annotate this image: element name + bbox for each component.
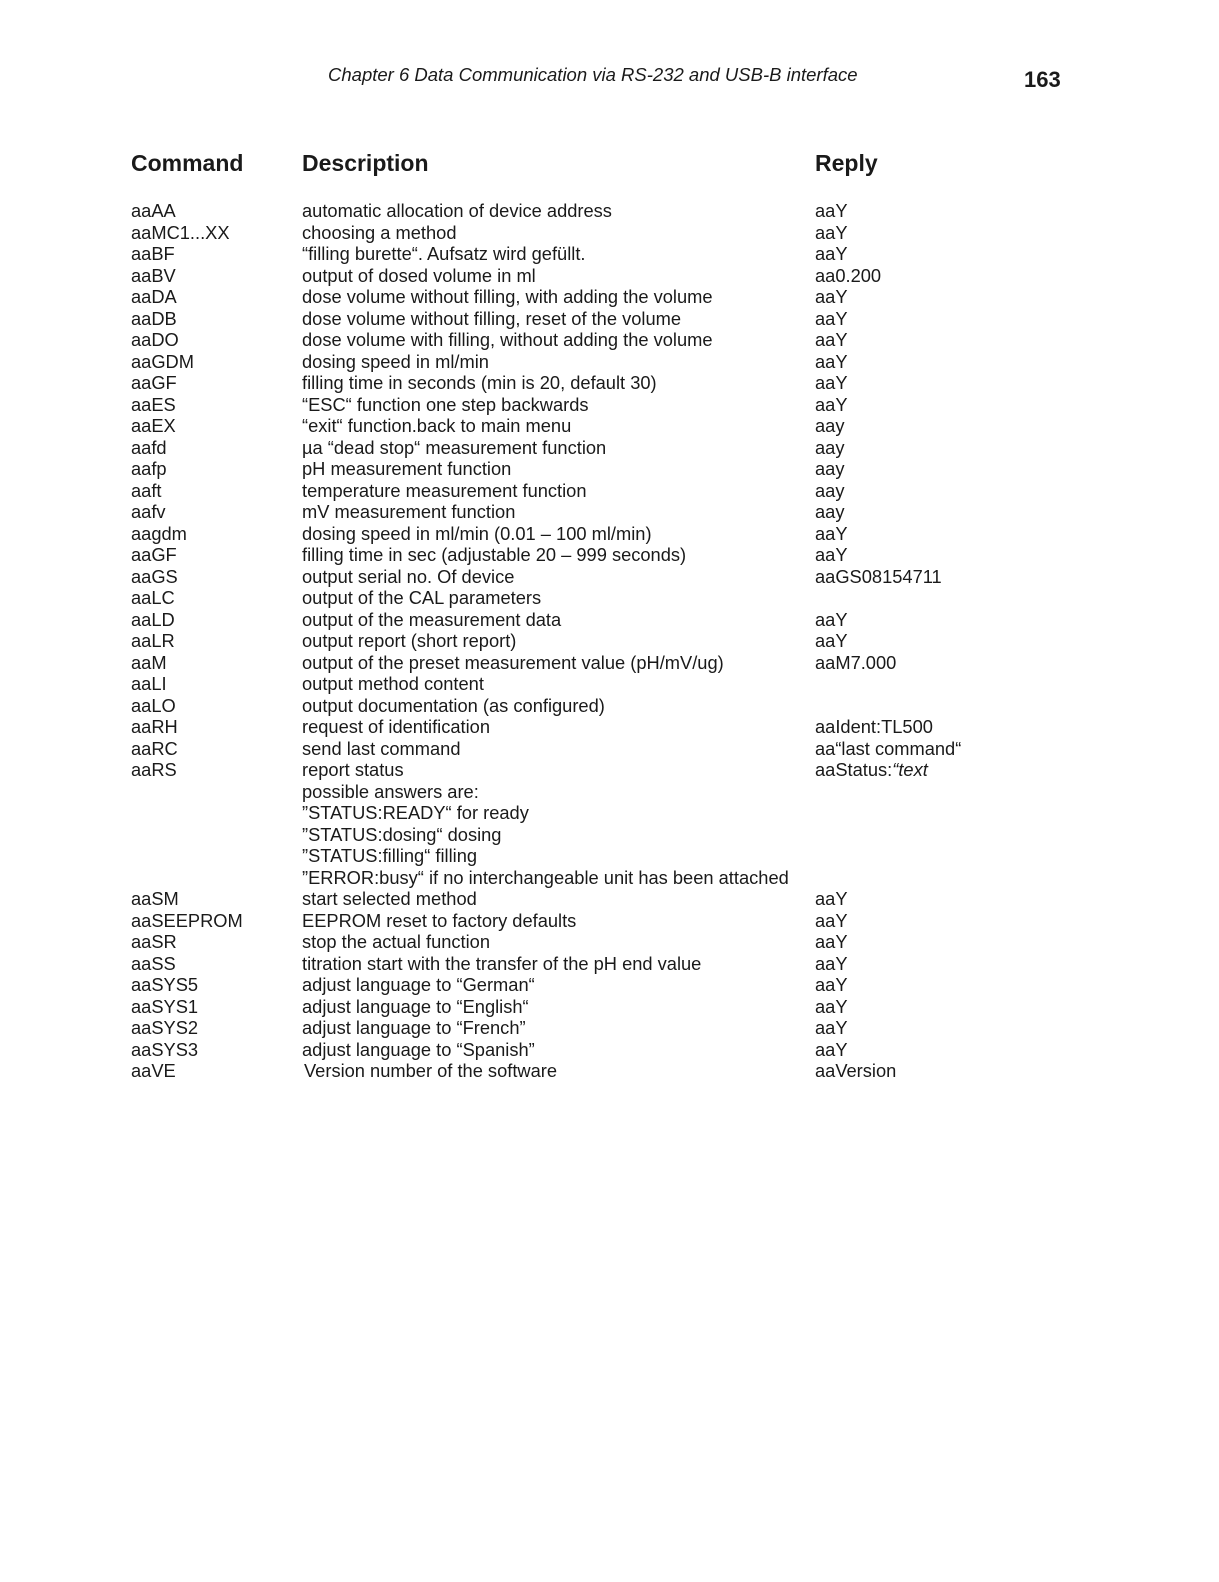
- table-row: [0, 974, 1219, 996]
- command-cell: aaSYS1: [131, 995, 199, 1017]
- description-cell: pH measurement function: [302, 458, 512, 479]
- reply-cell: [815, 200, 848, 222]
- table-row: [0, 695, 1219, 717]
- column-header-description: Description: [302, 150, 429, 176]
- command-cell: aaLC: [131, 587, 175, 608]
- table-row: [0, 308, 1219, 330]
- table-row: [0, 523, 1219, 545]
- description-cell: automatic allocation of device address: [302, 200, 612, 221]
- command-cell: aafd: [131, 436, 167, 458]
- description-cell: output serial no. Of device: [302, 565, 515, 587]
- column-header-reply: Reply: [815, 150, 878, 176]
- table-row: [0, 265, 1219, 287]
- command-cell: aaSR: [131, 931, 177, 952]
- command-cell: aaSS: [131, 952, 176, 974]
- reply-text: aaY: [815, 200, 848, 221]
- table-row: [0, 759, 1219, 781]
- command-cell: aafv: [131, 501, 166, 522]
- reply-text: aay: [815, 415, 845, 436]
- reply-text: aaY: [815, 952, 848, 974]
- table-header: [0, 150, 1219, 182]
- page-number: 163: [1024, 67, 1061, 92]
- description-cell: adjust language to “English“: [302, 995, 529, 1017]
- table-row: [0, 888, 1219, 910]
- description-cell: start selected method: [302, 888, 477, 909]
- command-cell: aaSYS2: [131, 1017, 199, 1038]
- table-row: [0, 480, 1219, 502]
- reply-text: aaM7.000: [815, 651, 897, 673]
- reply-text: aaY: [815, 1017, 848, 1038]
- table-row: [0, 1039, 1219, 1061]
- table-row: [0, 458, 1219, 480]
- reply-cell: [815, 974, 848, 996]
- command-cell: aaDO: [131, 329, 179, 350]
- table-row: [0, 996, 1219, 1018]
- description-cell: adjust language to “Spanish”: [302, 1038, 535, 1060]
- table-row: [0, 716, 1219, 738]
- description-cell: possible answers are:: [302, 780, 479, 802]
- description-cell: adjust language to “French”: [302, 1017, 526, 1038]
- description-cell: filling time in seconds (min is 20, default 30): [302, 372, 657, 393]
- table-row: [0, 931, 1219, 953]
- description-cell: report status: [302, 759, 404, 780]
- reply-cell: [815, 652, 896, 674]
- description-cell: dose volume without filling, with adding the volume: [302, 286, 713, 307]
- table-row: [0, 372, 1219, 394]
- reply-cell: [815, 1017, 848, 1039]
- reply-cell: [815, 372, 848, 394]
- description-cell: “ESC“ function one step backwards: [302, 393, 589, 415]
- command-cell: aaft: [131, 479, 162, 501]
- reply-text: aaY: [815, 329, 848, 350]
- reply-text: aaGS08154711: [815, 565, 942, 587]
- reply-text: aaY: [815, 286, 848, 307]
- command-cell: aaSEEPROM: [131, 909, 243, 931]
- table-row: [0, 587, 1219, 609]
- description-cell: send last command: [302, 737, 461, 759]
- description-cell: ”STATUS:filling“ filling: [302, 845, 478, 866]
- reply-text: aay: [815, 436, 845, 458]
- description-cell: mV measurement function: [302, 501, 516, 522]
- reply-cell: [815, 501, 844, 523]
- command-table: [0, 200, 1219, 1082]
- description-cell: filling time in sec (adjustable 20 – 999 seconds): [302, 544, 687, 565]
- description-cell: output method content: [302, 673, 484, 694]
- reply-text: aay: [815, 458, 845, 479]
- reply-cell: [815, 415, 844, 437]
- reply-cell: [815, 566, 942, 588]
- description-cell: output of dosed volume in ml: [302, 264, 536, 286]
- description-cell: stop the actual function: [302, 931, 491, 952]
- description-cell: dose volume without filling, reset of the volume: [302, 307, 682, 329]
- table-row: [0, 566, 1219, 588]
- chapter-title: Chapter 6 Data Communication via RS-232 and USB-B interface: [328, 64, 858, 85]
- description-cell: dose volume with filling, without adding the volume: [302, 329, 713, 350]
- reply-cell: [815, 308, 848, 330]
- table-row: [0, 1017, 1219, 1039]
- command-cell: aaDB: [131, 307, 177, 329]
- reply-text: aaY: [815, 995, 848, 1017]
- table-row: [0, 1060, 1219, 1082]
- description-cell: ”STATUS:READY“ for ready: [302, 802, 529, 823]
- description-cell: Version number of the software: [304, 1060, 558, 1081]
- reply-cell: [815, 888, 848, 910]
- description-cell: output of the preset measurement value (pH/mV/ug): [302, 651, 724, 673]
- reply-text: aaY: [815, 909, 848, 931]
- reply-cell: [815, 630, 848, 652]
- reply-text: aa0.200: [815, 264, 882, 286]
- description-cell: “filling burette“. Aufsatz wird gefüllt.: [302, 243, 586, 264]
- command-cell: aaGS: [131, 565, 178, 587]
- reply-cell: [815, 609, 848, 631]
- command-cell: aaVE: [131, 1060, 176, 1081]
- table-row: [0, 243, 1219, 265]
- reply-cell: [815, 480, 844, 502]
- reply-text: aa“last command“: [815, 737, 962, 759]
- reply-cell: [815, 544, 848, 566]
- page-header: [0, 62, 1219, 92]
- table-row: [0, 781, 1219, 803]
- command-cell: aaGF: [131, 372, 177, 393]
- reply-text: aaY: [815, 630, 848, 651]
- description-cell: adjust language to “German“: [302, 974, 535, 995]
- reply-text: aaY: [815, 243, 848, 264]
- command-cell: aaRS: [131, 759, 177, 780]
- command-cell: aaMC1...XX: [131, 221, 230, 243]
- table-row: [0, 286, 1219, 308]
- reply-cell: [815, 351, 848, 373]
- reply-text: aaY: [815, 522, 848, 544]
- reply-cell: [815, 523, 848, 545]
- reply-text: aaY: [815, 888, 848, 909]
- table-row: [0, 437, 1219, 459]
- command-cell: aaLD: [131, 608, 175, 630]
- command-cell: aaES: [131, 393, 176, 415]
- column-header-command: Command: [131, 150, 244, 176]
- reply-cell: [815, 1060, 896, 1082]
- reply-cell: [815, 1039, 848, 1061]
- reply-cell: [815, 265, 881, 287]
- reply-text: aaY: [815, 307, 848, 329]
- table-row: [0, 652, 1219, 674]
- reply-text: aaY: [815, 931, 848, 952]
- table-row: [0, 673, 1219, 695]
- table-row: [0, 609, 1219, 631]
- command-cell: aaLR: [131, 630, 175, 651]
- reply-cell: [815, 222, 848, 244]
- description-cell: temperature measurement function: [302, 479, 587, 501]
- reply-italic-text: “text: [892, 759, 928, 780]
- command-cell: aaSYS5: [131, 974, 199, 995]
- table-row: [0, 222, 1219, 244]
- table-row: [0, 867, 1219, 889]
- table-row: [0, 501, 1219, 523]
- table-row: [0, 910, 1219, 932]
- reply-text: aaVersion: [815, 1060, 897, 1081]
- table-row: [0, 415, 1219, 437]
- reply-cell: [815, 437, 844, 459]
- table-row: [0, 953, 1219, 975]
- table-row: [0, 802, 1219, 824]
- command-cell: aaEX: [131, 415, 176, 436]
- command-cell: aaDA: [131, 286, 177, 307]
- table-row: [0, 544, 1219, 566]
- description-cell: output report (short report): [302, 630, 517, 651]
- reply-cell: [815, 996, 848, 1018]
- command-cell: aaGF: [131, 544, 177, 565]
- reply-text: aaY: [815, 221, 848, 243]
- command-cell: aaRH: [131, 716, 178, 737]
- reply-text: aaStatus:: [815, 759, 893, 780]
- command-cell: aaRC: [131, 737, 178, 759]
- table-row: [0, 738, 1219, 760]
- reply-cell: [815, 329, 848, 351]
- reply-cell: [815, 394, 848, 416]
- table-row: [0, 329, 1219, 351]
- description-cell: EEPROM reset to factory defaults: [302, 909, 577, 931]
- reply-cell: [815, 910, 848, 932]
- reply-text: aaY: [815, 372, 848, 393]
- command-cell: aafp: [131, 458, 167, 479]
- reply-text: aaY: [815, 1038, 848, 1060]
- table-row: [0, 630, 1219, 652]
- description-cell: dosing speed in ml/min (0.01 – 100 ml/min): [302, 522, 652, 544]
- description-cell: ”STATUS:dosing“ dosing: [302, 823, 502, 845]
- reply-text: aaY: [815, 350, 848, 372]
- table-row: [0, 845, 1219, 867]
- reply-text: aaY: [815, 608, 848, 630]
- command-cell: aaSM: [131, 888, 179, 909]
- command-cell: aaLI: [131, 673, 167, 694]
- reply-cell: [815, 738, 961, 760]
- command-cell: aaSYS3: [131, 1038, 199, 1060]
- description-cell: ”ERROR:busy“ if no interchangeable unit has been attached: [302, 866, 789, 888]
- command-cell: aaBF: [131, 243, 175, 264]
- reply-cell: [815, 953, 848, 975]
- command-cell: aaAA: [131, 200, 176, 221]
- table-row: [0, 351, 1219, 373]
- description-cell: titration start with the transfer of the pH end value: [302, 952, 702, 974]
- reply-cell: [815, 458, 844, 480]
- description-cell: request of identification: [302, 716, 491, 737]
- description-cell: “exit“ function.back to main menu: [302, 415, 572, 436]
- reply-text: aay: [815, 479, 845, 501]
- table-row: [0, 200, 1219, 222]
- description-cell: choosing a method: [302, 221, 457, 243]
- reply-text: aaIdent:TL500: [815, 716, 933, 737]
- command-cell: aaBV: [131, 264, 176, 286]
- reply-text: aaY: [815, 544, 848, 565]
- command-cell: aaM: [131, 651, 167, 673]
- reply-cell: [815, 286, 848, 308]
- command-cell: aaGDM: [131, 350, 194, 372]
- table-row: [0, 394, 1219, 416]
- reply-text: aaY: [815, 974, 848, 995]
- description-cell: dosing speed in ml/min: [302, 350, 489, 372]
- command-cell: aaLO: [131, 694, 176, 716]
- table-row: [0, 824, 1219, 846]
- reply-text: aaY: [815, 393, 848, 415]
- description-cell: µa “dead stop“ measurement function: [302, 436, 607, 458]
- command-cell: aagdm: [131, 522, 187, 544]
- reply-cell: [815, 243, 848, 265]
- description-cell: output documentation (as configured): [302, 694, 605, 716]
- reply-text: aay: [815, 501, 845, 522]
- reply-cell: [815, 931, 848, 953]
- description-cell: output of the measurement data: [302, 608, 562, 630]
- reply-cell: [815, 759, 928, 781]
- reply-cell: [815, 716, 933, 738]
- description-cell: output of the CAL parameters: [302, 587, 542, 608]
